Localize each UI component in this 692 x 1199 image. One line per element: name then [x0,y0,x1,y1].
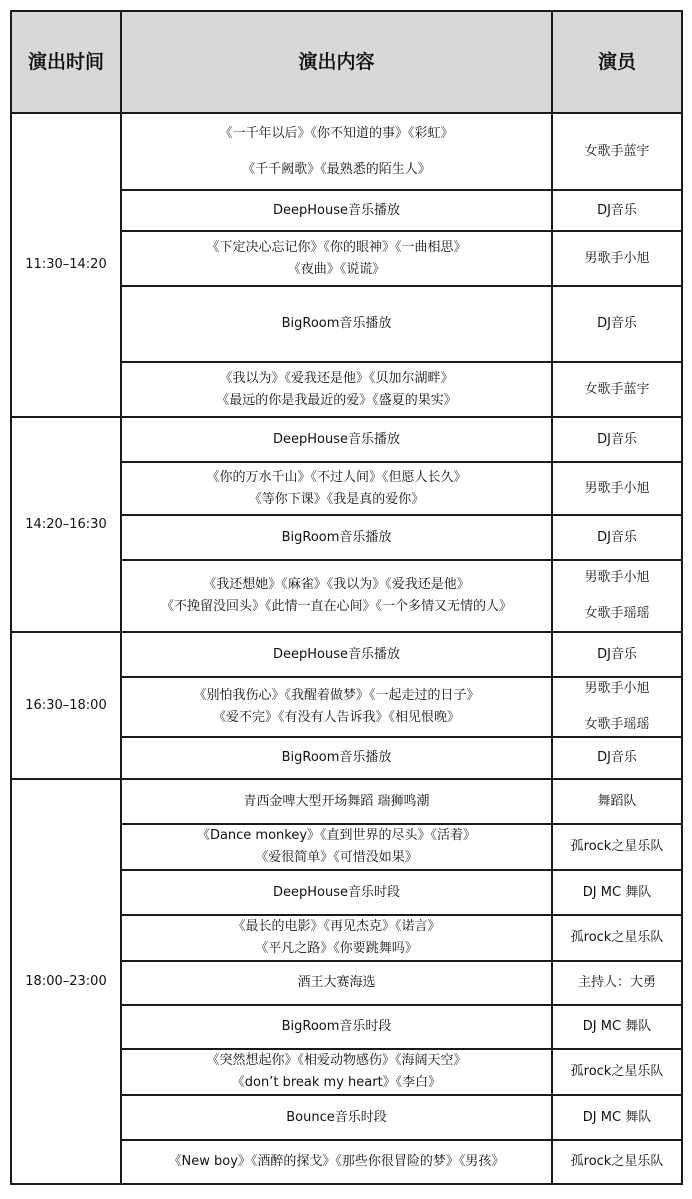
actor-cell [552,362,682,417]
actor-cell [552,1140,682,1184]
actor-cell [552,462,682,515]
actor-line: 孤rock之星乐队 [570,839,664,854]
header-content: 演出内容 [121,11,552,113]
header-actor: 演员 [552,11,682,113]
actor-line: DJ音乐 [597,202,637,218]
table-row [11,417,682,462]
actor-line: 孤rock之星乐队 [570,930,664,945]
content-line: 《突然想起你》《相爱动物感伤》《海阔天空》 [206,1053,467,1068]
actor-cell [552,961,682,1005]
content-line: 《don’t break my heart》《李白》 [231,1075,442,1090]
content-cell [121,417,552,462]
content-line: 《爱很简单》《可惜没如果》 [255,850,418,865]
content-line: 《Dance monkey》《直到世界的尽头》《活着》 [196,828,477,843]
content-line: BigRoom音乐播放 [281,750,392,765]
table-row [11,113,682,190]
actor-cell [552,824,682,870]
actor-cell [552,779,682,824]
content-cell [121,915,552,961]
actor-line: 男歌手小旭 [584,250,650,266]
content-line: 《别怕我伤心》《我醒着做梦》《一起走过的日子》 [193,688,480,703]
content-line: 《平凡之路》《你要跳舞吗》 [255,941,418,956]
time-slot-cell: 11:30–14:20 [11,113,121,417]
content-cell [121,870,552,915]
content-cell [121,737,552,779]
actor-line: DJ MC 舞队 [582,1019,652,1034]
content-cell [121,113,552,190]
content-line: 《我还想她》《麻雀》《我以为》《爱我还是他》 [203,577,470,592]
content-line: 《一千年以后》《你不知道的事》《彩虹》 [219,125,454,141]
actor-line: DJ音乐 [597,529,637,545]
actor-cell [552,632,682,677]
content-line: 《我以为》《爱我还是他》《贝加尔湖畔》 [219,370,454,386]
actor-line: DJ MC 舞队 [582,884,652,900]
content-line: 青西金啤大型开场舞蹈 瑞狮鸣潮 [243,793,430,809]
content-line: 《最长的电影》《再见杰克》《诺言》 [232,919,441,934]
content-line: DeepHouse音乐播放 [273,202,400,218]
actor-cell [552,1095,682,1140]
content-cell [121,1049,552,1095]
performance-schedule-table [10,10,683,1185]
actor-line: 主持人：大勇 [577,975,656,990]
actor-line: 舞蹈队 [597,793,637,809]
content-line: DeepHouse音乐时段 [273,884,400,900]
actor-line: 女歌手瑶瑶 [584,606,650,621]
actor-line: 男歌手小旭 [584,681,650,696]
table-row [11,632,682,677]
table-row [11,779,682,824]
actor-line: 孤rock之星乐队 [570,1064,664,1079]
content-cell [121,632,552,677]
content-cell [121,779,552,824]
actor-cell [552,113,682,190]
actor-cell [552,190,682,231]
content-cell [121,286,552,362]
content-cell [121,677,552,737]
content-line: BigRoom音乐时段 [281,1019,392,1034]
content-line: 《爱不完》《有没有人告诉我》《相见恨晚》 [212,710,460,725]
header-row [11,11,682,113]
actor-line: 女歌手蓝宇 [584,381,650,397]
content-line: 《不挽留没回头》《此情一直在心间》《一个多情又无情的人》 [160,599,512,614]
content-line: 《你的万水千山》《不过人间》《但愿人长久》 [206,469,467,485]
content-line: 酒王大赛海选 [297,975,376,990]
content-line: BigRoom音乐播放 [281,529,392,545]
actor-cell [552,286,682,362]
actor-cell [552,677,682,737]
actor-line: 男歌手小旭 [584,480,650,496]
content-cell [121,961,552,1005]
actor-cell [552,870,682,915]
content-cell [121,462,552,515]
time-slot-cell: 16:30–18:00 [11,632,121,779]
content-cell [121,1095,552,1140]
content-line: 《夜曲》《说谎》 [287,261,386,277]
actor-line: 孤rock之星乐队 [570,1154,664,1169]
content-cell [121,560,552,632]
content-cell [121,190,552,231]
actor-cell [552,231,682,286]
content-line: DeepHouse音乐播放 [273,646,400,662]
time-slot-cell: 18:00–23:00 [11,779,121,1184]
actor-line: DJ音乐 [597,646,637,662]
content-line: BigRoom音乐播放 [281,316,392,331]
content-line: 《最远的你是我最近的爱》《盛夏的果实》 [216,392,457,408]
actor-cell [552,560,682,632]
actor-line: 男歌手小旭 [584,570,650,585]
actor-cell [552,417,682,462]
actor-line: DJ音乐 [597,431,637,447]
actor-line: DJ音乐 [597,316,637,331]
content-line: DeepHouse音乐播放 [273,431,400,447]
actor-line: DJ音乐 [597,750,637,765]
content-line: Bounce音乐时段 [286,1109,387,1125]
actor-line: 女歌手蓝宇 [584,143,650,159]
content-line: 《千千阙歌》《最熟悉的陌生人》 [242,161,431,177]
content-cell [121,824,552,870]
content-cell [121,231,552,286]
header-time: 演出时间 [11,11,121,113]
schedule-body [11,113,682,1184]
actor-cell [552,1005,682,1049]
content-cell [121,1140,552,1184]
actor-line: 女歌手瑶瑶 [584,717,650,732]
actor-cell [552,515,682,560]
content-line: 《等你下课》《我是真的爱你》 [248,491,425,507]
content-line: 《下定决心忘记你》《你的眼神》《一曲相思》 [206,239,467,255]
content-cell [121,1005,552,1049]
actor-line: DJ MC 舞队 [582,1109,652,1125]
content-cell [121,362,552,417]
actor-cell [552,1049,682,1095]
time-slot-cell: 14:20–16:30 [11,417,121,632]
actor-cell [552,737,682,779]
content-cell [121,515,552,560]
actor-cell [552,915,682,961]
content-line: 《New boy》《酒醉的探戈》《那些你很冒险的梦》《男孩》 [168,1154,505,1169]
